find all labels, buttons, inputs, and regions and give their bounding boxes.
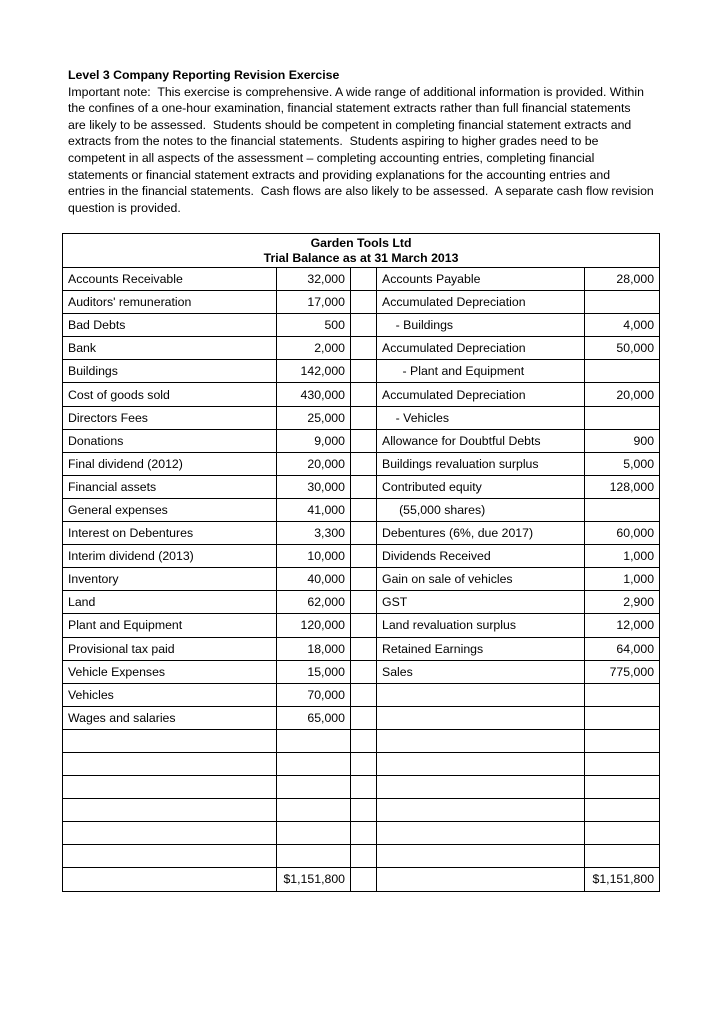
trial-balance-table: [62, 233, 660, 892]
spacer-cell: [351, 729, 377, 752]
intro-line: entries in the financial statements. Cash flows are also likely to be assessed. A separate cash flow revision: [68, 184, 654, 199]
debit-account-cell: Directors Fees: [63, 406, 277, 429]
debit-amount-cell: [277, 729, 351, 752]
intro-line: Important note: This exercise is comprehensive. A wide range of additional information is provided. Within: [68, 84, 644, 99]
credit-account-cell: [377, 799, 585, 822]
debit-account-cell: [63, 822, 277, 845]
intro-line: are likely to be assessed. Students should be competent in completing financial statement extracts and: [68, 117, 632, 132]
credit-account-cell: Buildings revaluation surplus: [377, 452, 585, 475]
intro-paragraph: [68, 84, 668, 217]
debit-amount-cell: 30,000: [277, 475, 351, 498]
table-row: [63, 776, 660, 799]
credit-account-cell: [377, 706, 585, 729]
debit-account-cell: Buildings: [63, 360, 277, 383]
credit-account-cell: (55,000 shares): [377, 498, 585, 521]
table-row: [63, 268, 660, 291]
debit-account-cell: Plant and Equipment: [63, 614, 277, 637]
table-row: [63, 360, 660, 383]
intro-line: question is provided.: [68, 200, 181, 215]
spacer-cell: [351, 475, 377, 498]
table-row: [63, 452, 660, 475]
credit-amount-cell: 60,000: [585, 522, 660, 545]
debit-amount-cell: 20,000: [277, 452, 351, 475]
debit-account-cell: Wages and salaries: [63, 706, 277, 729]
table-row: [63, 522, 660, 545]
debit-amount-cell: 2,000: [277, 337, 351, 360]
debit-amount-cell: $1,151,800: [277, 868, 351, 891]
spacer-cell: [351, 660, 377, 683]
credit-amount-cell: [585, 406, 660, 429]
debit-amount-cell: 65,000: [277, 706, 351, 729]
debit-account-cell: [63, 752, 277, 775]
table-row: [63, 683, 660, 706]
credit-account-cell: [377, 683, 585, 706]
debit-amount-cell: 3,300: [277, 522, 351, 545]
spacer-cell: [351, 752, 377, 775]
credit-amount-cell: [585, 799, 660, 822]
intro-line: statements or financial statement extracts and providing explanations for the accounting entries and: [68, 167, 611, 182]
credit-account-cell: Accumulated Depreciation: [377, 291, 585, 314]
table-row: [63, 337, 660, 360]
credit-account-cell: [377, 729, 585, 752]
table-row: [63, 614, 660, 637]
credit-account-cell: [377, 822, 585, 845]
table-title-row: [63, 234, 660, 268]
credit-account-cell: Retained Earnings: [377, 637, 585, 660]
table-row: [63, 291, 660, 314]
debit-account-cell: Interim dividend (2013): [63, 545, 277, 568]
credit-account-cell: [377, 752, 585, 775]
table-row: [63, 799, 660, 822]
spacer-cell: [351, 337, 377, 360]
spacer-cell: [351, 845, 377, 868]
spacer-cell: [351, 383, 377, 406]
intro-line: extracts from the notes to the financial statements. Students aspiring to higher grades need to be: [68, 134, 599, 149]
spacer-cell: [351, 314, 377, 337]
credit-amount-cell: [585, 291, 660, 314]
table-row: [63, 406, 660, 429]
debit-amount-cell: 62,000: [277, 591, 351, 614]
debit-account-cell: Vehicles: [63, 683, 277, 706]
debit-amount-cell: 32,000: [277, 268, 351, 291]
debit-amount-cell: 41,000: [277, 498, 351, 521]
debit-amount-cell: [277, 799, 351, 822]
spacer-cell: [351, 568, 377, 591]
credit-account-cell: Accumulated Depreciation: [377, 383, 585, 406]
table-row: [63, 752, 660, 775]
credit-amount-cell: [585, 845, 660, 868]
spacer-cell: [351, 868, 377, 891]
debit-account-cell: [63, 868, 277, 891]
credit-account-cell: - Buildings: [377, 314, 585, 337]
credit-amount-cell: 775,000: [585, 660, 660, 683]
debit-amount-cell: 70,000: [277, 683, 351, 706]
debit-amount-cell: [277, 822, 351, 845]
credit-account-cell: - Vehicles: [377, 406, 585, 429]
credit-account-cell: Gain on sale of vehicles: [377, 568, 585, 591]
credit-amount-cell: [585, 498, 660, 521]
spacer-cell: [351, 776, 377, 799]
credit-account-cell: Debentures (6%, due 2017): [377, 522, 585, 545]
debit-account-cell: [63, 729, 277, 752]
spacer-cell: [351, 545, 377, 568]
debit-amount-cell: 430,000: [277, 383, 351, 406]
credit-account-cell: Accumulated Depreciation: [377, 337, 585, 360]
spacer-cell: [351, 291, 377, 314]
spacer-cell: [351, 498, 377, 521]
credit-account-cell: - Plant and Equipment: [377, 360, 585, 383]
table-row: [63, 475, 660, 498]
intro-line: the confines of a one-hour examination, financial statement extracts rather than full financial statements: [68, 101, 631, 116]
credit-account-cell: [377, 776, 585, 799]
credit-amount-cell: 50,000: [585, 337, 660, 360]
debit-amount-cell: 18,000: [277, 637, 351, 660]
debit-account-cell: Bad Debts: [63, 314, 277, 337]
credit-amount-cell: 1,000: [585, 545, 660, 568]
spacer-cell: [351, 268, 377, 291]
credit-account-cell: GST: [377, 591, 585, 614]
intro-heading: Level 3 Company Reporting Revision Exercise: [68, 68, 340, 82]
table-title: [63, 234, 660, 268]
table-row: [63, 637, 660, 660]
credit-amount-cell: 28,000: [585, 268, 660, 291]
credit-account-cell: Contributed equity: [377, 475, 585, 498]
debit-account-cell: General expenses: [63, 498, 277, 521]
debit-amount-cell: 17,000: [277, 291, 351, 314]
credit-amount-cell: [585, 752, 660, 775]
credit-account-cell: Dividends Received: [377, 545, 585, 568]
credit-amount-cell: 900: [585, 429, 660, 452]
table-row: [63, 660, 660, 683]
credit-amount-cell: [585, 822, 660, 845]
debit-account-cell: Cost of goods sold: [63, 383, 277, 406]
debit-amount-cell: 120,000: [277, 614, 351, 637]
spacer-cell: [351, 360, 377, 383]
debit-account-cell: [63, 799, 277, 822]
debit-account-cell: Inventory: [63, 568, 277, 591]
debit-amount-cell: [277, 752, 351, 775]
debit-amount-cell: 15,000: [277, 660, 351, 683]
debit-account-cell: Vehicle Expenses: [63, 660, 277, 683]
spacer-cell: [351, 614, 377, 637]
table-row: [63, 591, 660, 614]
debit-account-cell: Final dividend (2012): [63, 452, 277, 475]
spacer-cell: [351, 822, 377, 845]
debit-amount-cell: 40,000: [277, 568, 351, 591]
debit-account-cell: Interest on Debentures: [63, 522, 277, 545]
debit-amount-cell: 10,000: [277, 545, 351, 568]
table-row: [63, 706, 660, 729]
debit-amount-cell: 142,000: [277, 360, 351, 383]
company-name: Garden Tools Ltd: [310, 235, 412, 250]
debit-account-cell: Financial assets: [63, 475, 277, 498]
credit-account-cell: Land revaluation surplus: [377, 614, 585, 637]
debit-account-cell: Auditors' remuneration: [63, 291, 277, 314]
credit-amount-cell: 5,000: [585, 452, 660, 475]
intro-section: [68, 67, 668, 216]
table-row: [63, 845, 660, 868]
credit-amount-cell: 1,000: [585, 568, 660, 591]
credit-amount-cell: [585, 360, 660, 383]
credit-amount-cell: 128,000: [585, 475, 660, 498]
spacer-cell: [351, 799, 377, 822]
debit-account-cell: Donations: [63, 429, 277, 452]
table-row: [63, 498, 660, 521]
credit-amount-cell: [585, 729, 660, 752]
debit-amount-cell: 25,000: [277, 406, 351, 429]
credit-account-cell: [377, 845, 585, 868]
spacer-cell: [351, 452, 377, 475]
credit-amount-cell: [585, 683, 660, 706]
spacer-cell: [351, 429, 377, 452]
spacer-cell: [351, 706, 377, 729]
table-row: [63, 822, 660, 845]
credit-amount-cell: 4,000: [585, 314, 660, 337]
table-row: [63, 868, 660, 891]
credit-account-cell: Allowance for Doubtful Debts: [377, 429, 585, 452]
debit-account-cell: Bank: [63, 337, 277, 360]
debit-amount-cell: 500: [277, 314, 351, 337]
credit-account-cell: [377, 868, 585, 891]
debit-amount-cell: [277, 776, 351, 799]
intro-line: competent in all aspects of the assessment – completing accounting entries, completing financial: [68, 150, 595, 165]
credit-amount-cell: $1,151,800: [585, 868, 660, 891]
table-row: [63, 568, 660, 591]
credit-amount-cell: [585, 776, 660, 799]
table-row: [63, 429, 660, 452]
credit-amount-cell: 20,000: [585, 383, 660, 406]
table-row: [63, 729, 660, 752]
credit-amount-cell: 2,900: [585, 591, 660, 614]
debit-account-cell: Accounts Receivable: [63, 268, 277, 291]
credit-account-cell: Sales: [377, 660, 585, 683]
table-row: [63, 383, 660, 406]
credit-account-cell: Accounts Payable: [377, 268, 585, 291]
credit-amount-cell: [585, 706, 660, 729]
table-row: [63, 545, 660, 568]
spacer-cell: [351, 591, 377, 614]
debit-amount-cell: 9,000: [277, 429, 351, 452]
debit-account-cell: Land: [63, 591, 277, 614]
spacer-cell: [351, 406, 377, 429]
credit-amount-cell: 12,000: [585, 614, 660, 637]
debit-amount-cell: [277, 845, 351, 868]
debit-account-cell: [63, 776, 277, 799]
spacer-cell: [351, 637, 377, 660]
spacer-cell: [351, 522, 377, 545]
credit-amount-cell: 64,000: [585, 637, 660, 660]
debit-account-cell: [63, 845, 277, 868]
trial-balance-subtitle: Trial Balance as at 31 March 2013: [263, 251, 459, 265]
debit-account-cell: Provisional tax paid: [63, 637, 277, 660]
spacer-cell: [351, 683, 377, 706]
table-row: [63, 314, 660, 337]
